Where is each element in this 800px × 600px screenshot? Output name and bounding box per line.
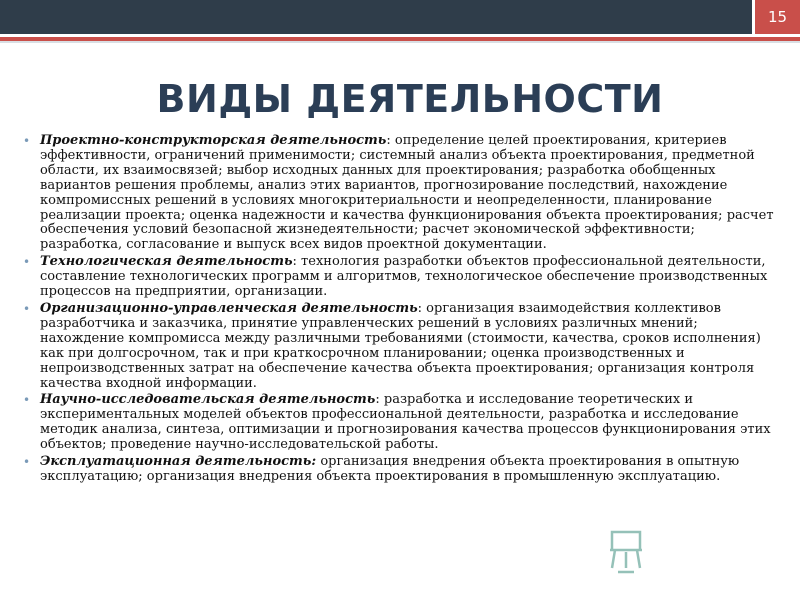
- list-item: [22, 134, 774, 253]
- list-item: [22, 255, 774, 300]
- item-text: : определение целей проектирования, критериев эффективности, ограничений применимости; системный анализ объекта проектирования, предметной области, их взаимосвязей; выбор исходных данных для проектирования; разработка обобщенных вариантов решения проблемы, анализ этих вариантов, прогнозирование последствий, нахождение компромиссных решений в условиях многокритериальности и неопределенности, планирование реализации проекта; оценка надежности и качества функционирования объекта проектирования; расчет обеспечения условий безопасной жизнедеятельности; расчет экономической эффективности; разработка, согласование и выпуск всех видов проектной документации.: [40, 133, 774, 253]
- item-term: Технологическая деятельность: [40, 254, 293, 270]
- list-item: [22, 302, 774, 391]
- item-term: Проектно-конструкторская деятельность: [40, 133, 387, 148]
- item-term: Научно-исследовательская деятельность: [40, 392, 376, 408]
- item-text: организация внедрения объекта проектирования в опытную эксплуатацию; организация внедрения объекта проектирования в промышленную эксплуатацию.: [40, 454, 740, 484]
- presentation-watermark-icon: [606, 526, 646, 576]
- activity-list: [22, 134, 774, 487]
- header-divider-grey: [0, 41, 800, 43]
- page-number-box: [752, 0, 800, 34]
- bullet-dot-icon: •: [23, 393, 31, 408]
- bullet-dot-icon: •: [23, 134, 31, 148]
- bullet-dot-icon: •: [23, 301, 31, 316]
- list-item: [22, 393, 774, 453]
- list-item: [22, 455, 774, 485]
- item-text: : технология разработки объектов профессиональной деятельности, составление технологических программ и алгоритмов, технологическое обеспечение производственных процессов на предприятии, организации.: [40, 254, 768, 300]
- item-text: : организация взаимодействия коллективов разработчика и заказчика, принятие управленческих решений в условиях различных мнений; нахождение компромисса между различными требованиями (стоимости, качества, сроков исполнения) как при долгосрочном, так и при краткосрочном планировании; оценка производственных и непроизводственных затрат на обеспечение качества объекта проектирования; организация контроля качества входной информации.: [40, 300, 761, 391]
- item-text: : разработка и исследование теоретических и экспериментальных моделей объектов профессиональной деятельности, разработка и исследование методик анализа, синтеза, оптимизации и прогнозирования качества процессов функционирования этих объектов; проведение научно-исследовательской работы.: [40, 392, 771, 453]
- item-term: Организационно-управленческая деятельность: [40, 300, 418, 316]
- page-number: 15: [767, 8, 788, 26]
- bullet-dot-icon: •: [23, 255, 31, 270]
- bullet-dot-icon: •: [23, 455, 31, 470]
- header-band: [0, 0, 800, 34]
- item-term: Эксплуатационная деятельность:: [40, 454, 317, 470]
- slide-title: ВИДЫ ДЕЯТЕЛЬНОСТИ: [156, 77, 664, 121]
